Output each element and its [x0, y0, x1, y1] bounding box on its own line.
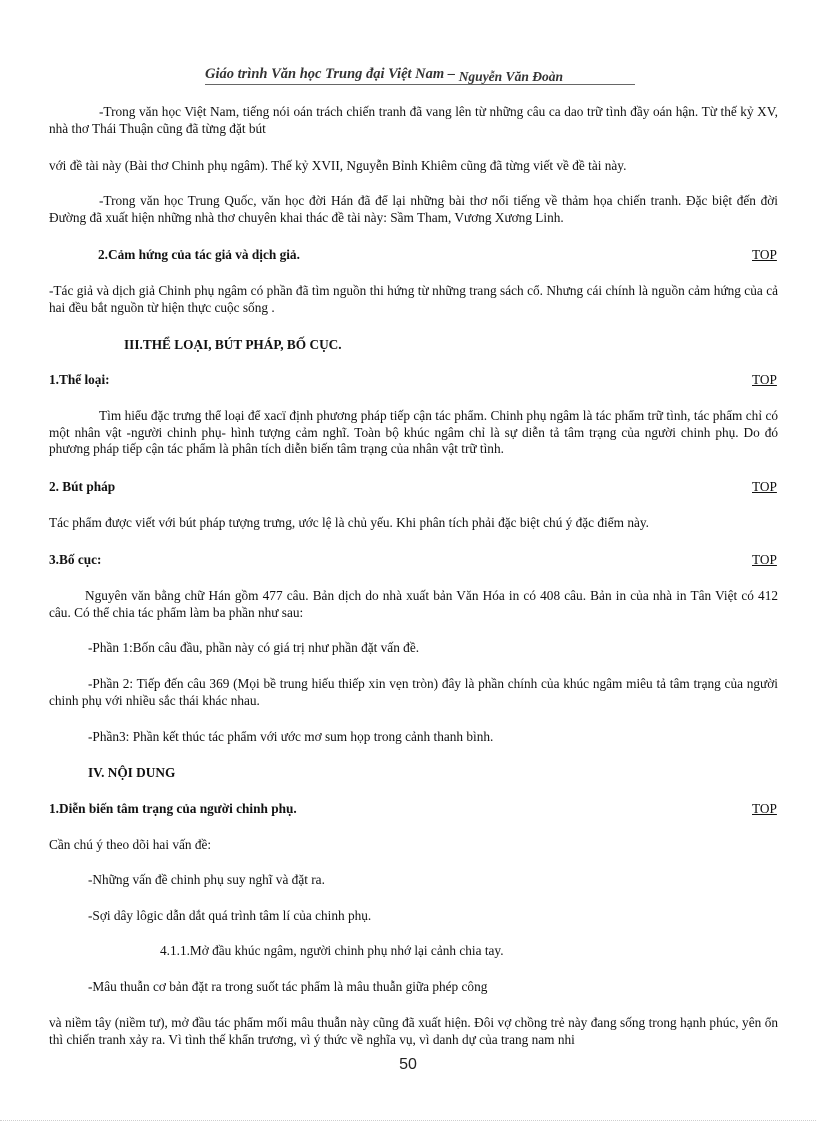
footer-divider — [0, 1120, 816, 1121]
top-link[interactable]: TOP — [752, 247, 777, 262]
paragraph: -Phần 1:Bốn câu đầu, phần này có giá trị như phần đặt vấn đề. — [88, 640, 420, 655]
paragraph: Cần chú ý theo dõi hai vấn đề: — [49, 837, 212, 852]
paragraph: và niềm tây (niềm tư), mở đầu tác phẩm mối mâu thuẫn này cũng đã xuất hiện. Đôi vợ chồng trẻ này đang sống trong hạnh phúc, yên ổn thì chiến tranh xảy ra. Vì tình thế khẩn trương, vì ý thức về nghĩa vụ, vì danh dự của trang nam nhi — [49, 1015, 778, 1047]
paragraph: Tác phẩm được viết với bút pháp tượng trưng, ước lệ là chủ yếu. Khi phân tích phải đặc biệt chú ý đặc điểm này. — [49, 515, 649, 530]
section-heading: 1.Diễn biến tâm trạng của người chinh phụ. — [49, 801, 297, 816]
top-link[interactable]: TOP — [752, 552, 777, 567]
paragraph: -Mâu thuẫn cơ bản đặt ra trong suốt tác phẩm là mâu thuẫn giữa phép công — [88, 979, 488, 994]
paragraph: -Trong văn học Trung Quốc, văn học đời Hán đã để lại những bài thơ nổi tiếng về thảm họa chiến tranh. Đặc biệt đến đời Đường đã xuất hiện những nhà thơ chuyên khai thác đề tài này: Sầm Tham, Vương Xương Linh. — [49, 193, 778, 225]
section-heading: 2.Cảm hứng của tác giả và dịch giả. — [98, 247, 300, 262]
page-number: 50 — [399, 1056, 417, 1073]
paragraph: Tìm hiểu đặc trưng thể loại để xacï định phương pháp tiếp cận tác phẩm. Chinh phụ ngâm là tác phẩm trữ tình, tác phẩm chỉ có một nhân vật -người chinh phụ- hình tượng cảm nghĩ. Toàn bộ khúc ngâm chỉ là sự diễn tả tâm trạng của người chinh phụ. Do đó phương pháp tiếp cận tác phẩm là phân tích diễn biến tâm trạng của nhân vật trữ tình. — [49, 408, 778, 456]
section-heading: 1.Thể loại: — [49, 372, 110, 387]
paragraph: -Sợi dây lôgic dẫn dắt quá trình tâm lí của chinh phụ. — [88, 908, 372, 923]
section-heading: 2. Bút pháp — [49, 479, 116, 494]
paragraph: -Trong văn học Việt Nam, tiếng nói oán trách chiến tranh đã vang lên từ những câu ca dao trữ tình đầy oán hận. Từ thế kỷ XV, nhà thơ Thái Thuận cũng đã từng đặt bút — [49, 104, 778, 136]
running-header — [205, 66, 635, 85]
top-link[interactable]: TOP — [752, 801, 777, 816]
paragraph: Nguyên văn bằng chữ Hán gồm 477 câu. Bản dịch do nhà xuất bản Văn Hóa in có 408 câu. Bản in của nhà in Tân Việt có 412 câu. Có thể chia tác phẩm làm ba phần như sau: — [49, 588, 778, 620]
paragraph: -Những vấn đề chinh phụ suy nghĩ và đặt ra. — [88, 872, 325, 887]
paragraph: -Phần3: Phần kết thúc tác phẩm với ước mơ sum họp trong cảnh thanh bình. — [88, 729, 494, 744]
section-heading: 3.Bố cục: — [49, 552, 102, 567]
header-author: Nguyễn Văn Đoàn — [458, 69, 563, 84]
chapter-heading: IV. NỘI DUNG — [88, 765, 176, 780]
paragraph: -Phần 2: Tiếp đến câu 369 (Mọi bề trung hiếu thiếp xin vẹn tròn) đây là phần chính của khúc ngâm miêu tả tâm trạng của người chinh phụ với nhiều sắc thái khác nhau. — [49, 676, 778, 708]
paragraph: với đề tài này (Bài thơ Chinh phụ ngâm). Thế kỷ XVII, Nguyễn Bỉnh Khiêm cũng đã từng viết về đề tài này. — [49, 158, 627, 173]
top-link[interactable]: TOP — [752, 479, 777, 494]
header-title: Giáo trình Văn học Trung đại Việt Nam – — [205, 66, 459, 82]
chapter-heading: III.THỂ LOẠI, BÚT PHÁP, BỐ CỤC. — [124, 337, 342, 352]
top-link[interactable]: TOP — [752, 372, 777, 387]
paragraph: 4.1.1.Mở đầu khúc ngâm, người chinh phụ nhớ lại cảnh chia tay. — [160, 943, 504, 958]
paragraph: -Tác giả và dịch giả Chinh phụ ngâm có phần đã tìm nguồn thi hứng từ những trang sách cổ. Nhưng cái chính là nguồn cảm hứng của cả hai đều bắt nguồn từ hiện thực cuộc sống . — [49, 283, 778, 315]
